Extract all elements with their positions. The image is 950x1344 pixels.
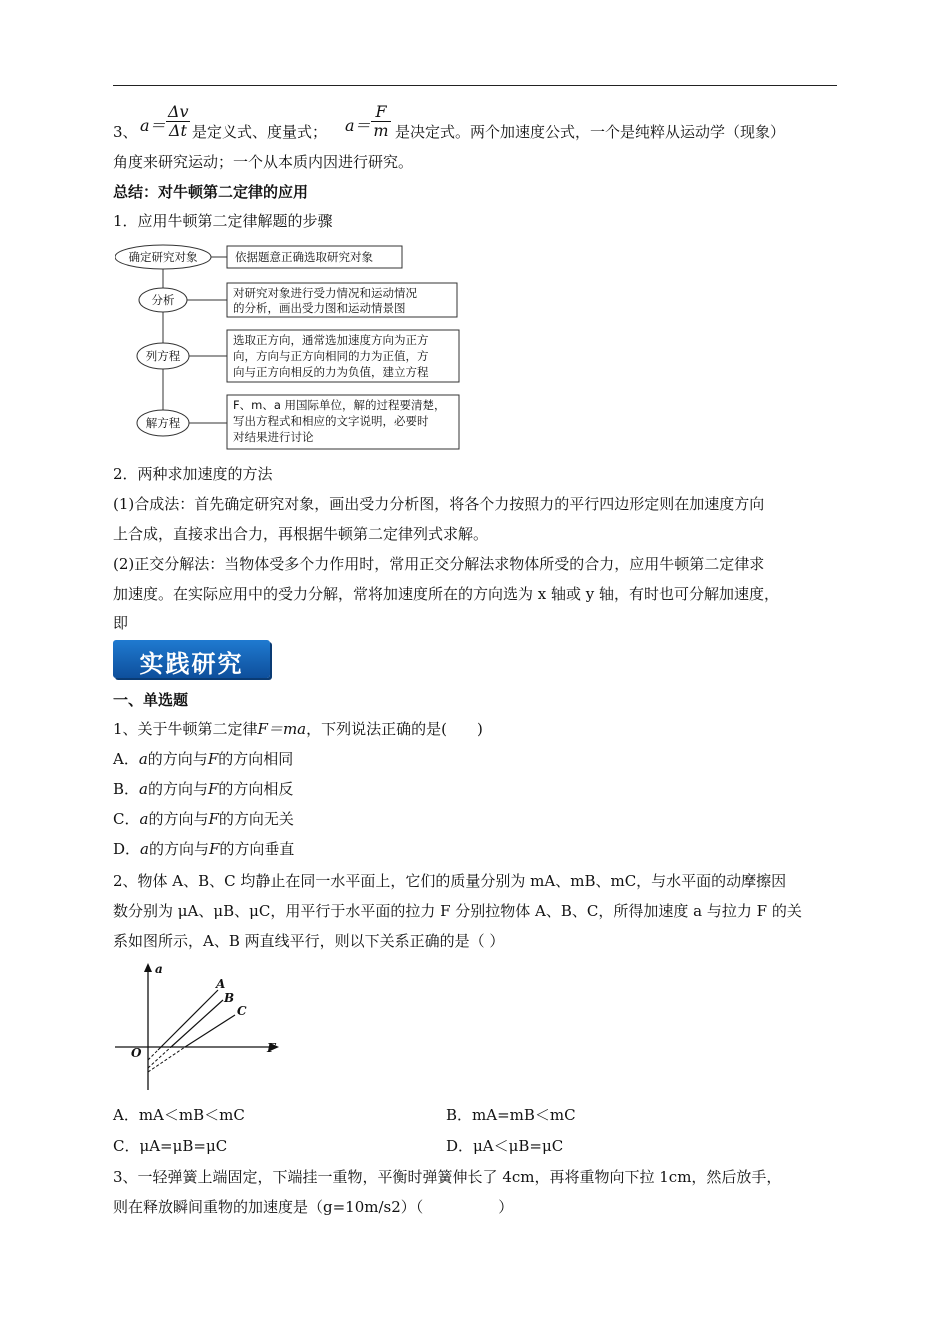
q3-line-1: 3、一轻弹簧上端固定，下端挂一重物，平衡时弹簧伸长了 4cm，再将重物向下拉 1cm，然后放手， xyxy=(113,1168,782,1186)
flow-box-4-line-1: F、m、a 用国际单位，解的过程要清楚， xyxy=(233,398,446,412)
flow-box-2-line-2: 的分析，画出受力图和运动情景图 xyxy=(233,301,406,315)
q1-formula: F＝ma xyxy=(257,720,307,738)
formula2-num: F xyxy=(371,103,391,122)
graph-origin: O xyxy=(131,1046,142,1060)
formula2-den: m xyxy=(373,121,389,140)
q2-option-b: B．mA=mB＜mC xyxy=(446,1106,576,1124)
q1-option-c: C．a的方向与F的方向无关 xyxy=(113,810,294,828)
flow-box-4-line-2: 写出方程式和相应的文字说明，必要时 xyxy=(233,414,429,428)
flow-box-3-line-1: 选取正方向，通常选加速度方向为正方 xyxy=(233,333,429,347)
section3-text2: 是决定式。两个加速度公式，一个是纯粹从运动学（现象） xyxy=(395,123,786,141)
q2-line-3: 系如图所示，A、B 两直线平行，则以下关系正确的是（ ） xyxy=(113,932,505,950)
q1-stem-pre: 1、关于牛顿第二定律 xyxy=(113,720,258,738)
graph-line-b-label: B xyxy=(224,991,235,1005)
formula2-lhs: a＝ xyxy=(345,116,371,135)
q1-option-d: D．a的方向与F的方向垂直 xyxy=(113,840,295,858)
steps-title: 1．应用牛顿第二定律解题的步骤 xyxy=(113,212,333,230)
method1-line-1: (1)合成法：首先确定研究对象，画出受力分析图，将各个力按照力的平行四边形定则在加速度方向 xyxy=(113,495,765,513)
method2-line-1: (2)正交分解法：当物体受多个力作用时，常用正交分解法求物体所受的合力，应用牛顿第二定律求 xyxy=(113,555,765,573)
formula1-den: Δt xyxy=(169,121,187,140)
q1-option-b: B．a的方向与F的方向相反 xyxy=(113,780,294,798)
flow-node-3: 列方程 xyxy=(145,349,181,363)
q2-option-a: A．mA＜mB＜mC xyxy=(113,1106,245,1124)
exercise-heading: 一、单选题 xyxy=(113,691,189,709)
formula1-lhs: a＝ xyxy=(140,116,166,135)
formula1-num: Δv xyxy=(168,102,189,121)
q2-option-d: D．μA＜μB=μC xyxy=(446,1137,564,1155)
graph-y-label: a xyxy=(155,962,163,976)
graph-x-label: F xyxy=(267,1041,276,1055)
method2-line-2: 加速度。在实际应用中的受力分解，常将加速度所在的方向选为 x 轴或 y 轴，有时也可分解加速度， xyxy=(113,585,780,603)
a-f-graph xyxy=(113,960,283,1095)
graph-line-c-label: C xyxy=(237,1004,247,1018)
method1-line-2: 上合成，直接求出合力，再根据牛顿第二定律列式求解。 xyxy=(113,525,489,543)
q2-line-1: 2、物体 A、B、C 均静止在同一水平面上，它们的质量分别为 mA、mB、mC，与水平面的动摩擦因 xyxy=(113,872,787,890)
graph-line-a-label: A xyxy=(216,977,226,991)
q3-line-2: 则在释放瞬间重物的加速度是（g=10m/s2）（ ） xyxy=(113,1198,514,1216)
flow-box-3-line-2: 向，方向与正方向相同的力为正值，方 xyxy=(233,349,429,363)
flow-box-4-line-3: 对结果进行讨论 xyxy=(233,430,314,444)
q1-stem-post: ，下列说法正确的是( ) xyxy=(306,720,483,738)
method2-line-3: 即 xyxy=(113,614,129,632)
q2-option-c: C．μA=μB=μC xyxy=(113,1137,228,1155)
practice-banner-label: 实践研究 xyxy=(139,650,244,678)
section3-text1: 是定义式、度量式； xyxy=(192,123,328,141)
q1-option-a: A．a的方向与F的方向相同 xyxy=(113,750,294,768)
summary-title: 总结：对牛顿第二定律的应用 xyxy=(113,183,309,201)
flow-box-1-line-1: 依据题意正确选取研究对象 xyxy=(235,250,373,264)
practice-banner xyxy=(113,640,270,678)
section3-text3: 角度来研究运动；一个从本质内因进行研究。 xyxy=(113,153,414,171)
section3-label: 3、 xyxy=(113,123,138,141)
flow-box-2-line-1: 对研究对象进行受力情况和运动情况 xyxy=(233,286,417,300)
steps-flowchart xyxy=(115,243,465,453)
flow-node-1: 确定研究对象 xyxy=(128,250,198,264)
q1-stem xyxy=(113,719,483,739)
methods-title: 2．两种求加速度的方法 xyxy=(113,465,273,483)
header-rule xyxy=(113,85,837,86)
flow-box-3-line-3: 向与正方向相反的力为负值，建立方程 xyxy=(233,365,429,379)
q2-line-2: 数分别为 μA、μB、μC，用平行于水平面的拉力 F 分别拉物体 A、B、C，所得加速度 a 与拉力 F 的关 xyxy=(113,902,802,920)
flow-node-2: 分析 xyxy=(151,293,175,307)
flow-node-4: 解方程 xyxy=(145,416,181,430)
